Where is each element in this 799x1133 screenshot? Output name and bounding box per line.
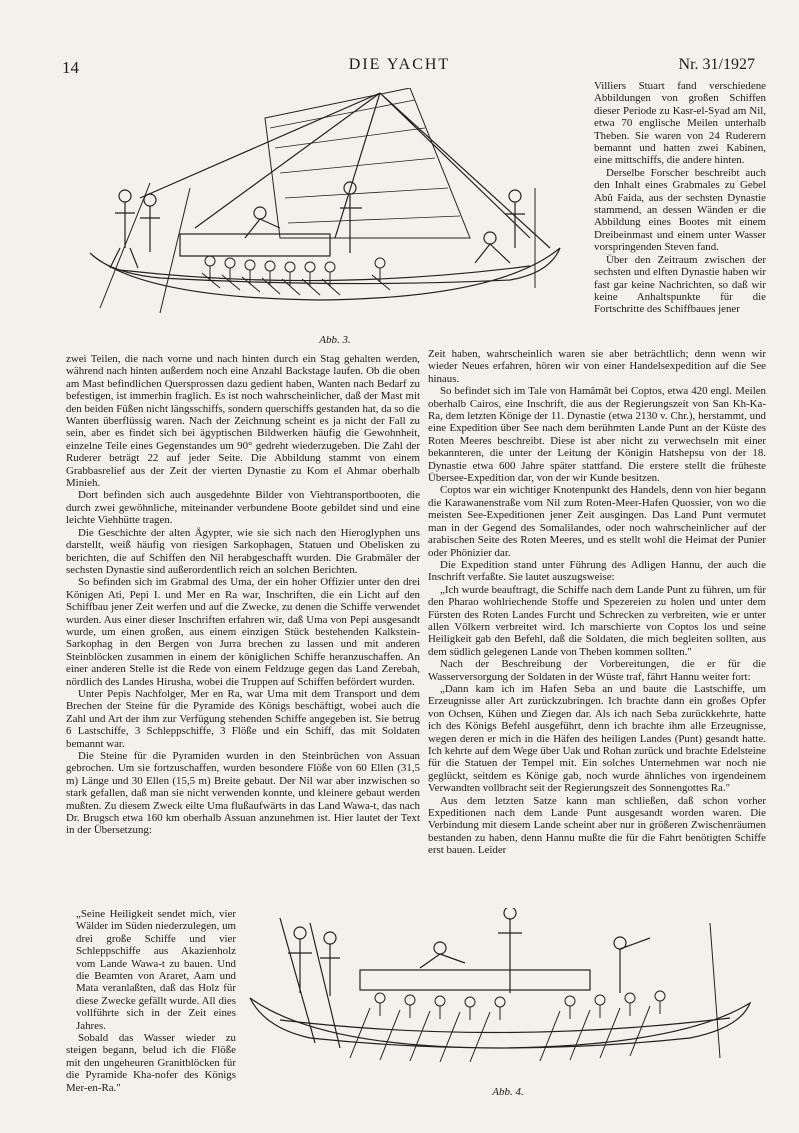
quote-paragraph: „Seine Heiligkeit sendet mich, vier Wälder im Süden niederzulegen, um drei große Schiffe und vier Schleppschiffe aus Akazienholz vom Lande Wawa-t zu bauen. Und die Beamten von Araret, Aam und Mata veranlaßten, daß das Holz für diese Zwecke gefällt wurde. All dies vollführte sich in der Zeit eines Jahres.: [76, 908, 236, 1032]
issue-number: Nr. 31/1927: [678, 56, 755, 73]
paragraph: So befindet sich im Tale von Hamâmât bei Coptos, etwa 420 engl. Meilen oberhalb Cairos, eine Inschrift, die aus der Regierungszeit von San Kh-Ka-Ra, dem letzten Könige der 11. Dynastie (etwa 2130 v. Chr.), herstammt, und eine Expedition über See nach dem berühmten Lande Punt an der Küste des Roten Meeres beschreibt. Diese ist aber nicht zu verwechseln mit einer bekannteren, die unter der Leitung der Königin Hatshepsu von der 18. Dynastie etwa 600 Jahre später stattfand. Die erstere stellt die früheste Übersee-Expedition dar, von der wir Kunde besitzen.: [428, 385, 766, 485]
figure-3-caption: Abb. 3.: [319, 334, 351, 346]
paragraph: zwei Teilen, die nach vorne und nach hinten durch ein Stag gehalten werden, während nach hinten außerdem noch eine Anzahl Backstage laufen. Ob die oben am Mast befindlichen Quersprossen dazu gedient haben, Wanten nach Bedarf zu befestigen, ist immerhin fraglich. Es ist noch wahrscheinlicher, daß der Mast mit den beiden Füßen nicht längsschiffs, sondern querschiffs gestanden hat, da so die Wanten überflüssig waren. Nach der Zeichnung scheint es ja nicht der Fall zu sein, aber es findet sich bei ägyptischen Bildwerken häufig die Gewohnheit, einzelne Teile eines Gegenstandes um 90° gedreht wiederzugeben. Die Zahl der Ruderer beträgt 22 auf jeder Seite. Die Abbildung stammt von einem Grabbasrelief aus der Zeit der vierten Dynastie zu Kom el Ahmar oberhalb Minieh.: [66, 353, 420, 490]
paragraph: Aus dem letzten Satze kann man schließen, daß schon vorher Expeditionen nach dem Lande Punt ausgesandt worden waren. Die Verbindung mit diesem Lande scheint aber nur in größeren Zwischenräumen bestanden zu haben, denn Hannu mußte die für die Fahrt benötigten Schiffe erst bauen. Leider: [428, 794, 766, 857]
figure-4: [240, 908, 760, 1108]
paragraph: Über den Zeitraum zwischen der sechsten und elften Dynastie haben wir fast gar keine Nachrichten, so daß wir keine Anhaltspunkte für die Fortschritte des Schiffbaues jener: [594, 253, 766, 316]
figure-4-caption: Abb. 4.: [492, 1086, 524, 1098]
figure-3: [80, 88, 590, 350]
paragraph: Unter Pepis Nachfolger, Mer en Ra, war Uma mit dem Transport und dem Brechen der Steine für die Pyramide des Königs beschäftigt, wobei auch die Zahl und Art der ihm zur Verfügung stehenden Schiffe angegeben ist. Sie betrug 6 Lastschiffe, 3 Schleppschiffe, 3 Flöße und ein Schiff, das mit Soldaten bemannt war.: [66, 687, 420, 750]
left-column-text: [66, 353, 420, 837]
paragraph: „Ich wurde beauftragt, die Schiffe nach dem Lande Punt zu führen, um für den Pharao wohlriechende Stoffe und Spezereien zu holen und unter dem Fürsten des Roten Landes Furcht und Schrecken zu verbreiten, wie er unter allen Völkern verbreitet wird. Ich marschierte von Coptos los und seine Heiligkeit gab den Befehl, daß die Soldaten, die mich begleiten sollten, aus dem südlich gelegenen Lande von Theben kommen sollten.": [428, 583, 766, 658]
left-bottom-text: [66, 908, 236, 1094]
right-top-text: [594, 80, 766, 316]
paragraph: Coptos war ein wichtiger Knotenpunkt des Handels, denn von hier begann die Karawanenstraße vom Nil zum Roten-Meer-Hafen Quossier, von wo die meisten See-Expeditionen jener Zeit ausgingen. Das Land Punt vermutet man in der Gegend des Somalilandes, oder noch wahrscheinlicher auf der arabischen Seite des Roten Meeres, und es stellt wohl die Heimat der Punier oder Phönizier dar.: [428, 484, 766, 559]
figure-4-drawing: [240, 908, 760, 1078]
paragraph: So befinden sich im Grabmal des Uma, der ein hoher Offizier unter den drei Königen Ati, Pepi I. und Mer en Ra war, Inschriften, die ein Licht auf den Schiffbau jener Zeit werfen und auf die Zwecke, zu denen die Schiffe verwendet wurden. Aus einer dieser Inschriften erfahren wir, daß Uma von Pepi ausgesandt wurde, um einen großen, aus einem einzigen Stück bestehenden Kalkstein-Sarkophag in den Bergen von Jurra brechen zu lassen und mit anderen Steinblöcken zusammen in einem der königlichen Schiffe heranzuschaffen. An einer anderen Stelle ist die Rede von einem Feldzuge gegen das Land Zerebah, nördlich des Landes Hirusha, wobei die Truppen auf Schiffen befördert wurden.: [66, 576, 420, 688]
paragraph: Sobald das Wasser wieder zu steigen begann, belud ich die Flöße mit den ungeheuren Granitblöcken für die Pyramide Kha-nofer des Königs Mer-en-Ra.": [66, 1032, 236, 1094]
paragraph: Nach der Beschreibung der Vorbereitungen, die er für die Wasserversorgung der Soldaten in der Wüste traf, fährt Hannu weiter fort:: [428, 658, 766, 683]
figure-3-drawing: [80, 88, 590, 333]
paragraph: Zeit haben, wahrscheinlich waren sie aber beträchtlich; denn wenn wir wieder Neues erfahren, hören wir von einer Handelsexpedition auf die See hinaus.: [428, 348, 766, 385]
paragraph: Villiers Stuart fand verschiedene Abbildungen von großen Schiffen dieser Periode zu Kasr-el-Syad am Nil, etwa 70 englische Meilen unterhalb Theben. Sie waren von 24 Ruderern bemannt und hatten zwei Kabinen, eine mittschiffs, die andere hinten.: [594, 80, 766, 167]
journal-title: DIE YACHT: [348, 56, 451, 73]
paragraph: „Dann kam ich im Hafen Seba an und baute die Lastschiffe, um Erzeugnisse aller Art zurückzubringen. Ich brachte dann ein großes Opfer von Ochsen, Kühen und Ziegen dar. Als ich nach Seba zurückkehrte, hatte ich des Königs Befehl ausgeführt, denn ich brachte ihm alle Erzeugnisse, wegen deren er mich in die Häfen des heiligen Landes (Punt) gesandt hatte. Ich kehrte auf dem Wege über Uak und Rohan zurück und brachte Edelsteine für die Statuen der Tempel mit. Ein solches Unternehmen war noch nie geglückt, seitdem es Könige gab, noch wurde ähnliches von irgendeinem Verwandten vollbracht seit der Regierungszeit des Sonnengottes Ra.": [428, 682, 766, 795]
paragraph: Die Steine für die Pyramiden wurden in den Steinbrüchen von Assuan gebrochen. Um sie fortzuschaffen, wurden besondere Flöße von 60 Ellen (31,5 m) Länge und 30 Ellen (15,5 m) Breite gebaut. Der Nil war aber inzwischen so stark gefallen, daß man sie nicht verwenden konnte, und kleinere gebaut werden mußten. Zu diesem Zweck eilte Uma flußaufwärts in das Land Wawa-t, das nach Dr. Brugsch etwa 160 km oberhalb Assuan anzunehmen ist. Hier lautet der Text in der Übersetzung:: [66, 750, 420, 837]
paragraph: Die Geschichte der alten Ägypter, wie sie sich nach den Hieroglyphen uns darstellt, weiß häufig von riesigen Sarkophagen, Statuen und Obelisken zu berichten, die auf Schiffen den Nil herabgeschafft wurden. Die Grabmäler der sechsten Dynastie sind außerordentlich reich an solchen Berichten.: [66, 526, 420, 576]
paragraph: Die Expedition stand unter Führung des Adligen Hannu, der auch die Inschrift verfaßte. Sie lautet auszugsweise:: [428, 558, 766, 584]
paragraph: Dort befinden sich auch ausgedehnte Bilder von Viehtransportbooten, die durch zwei gewöhnliche, miteinander verbundene Boote gebildet sind und eine leichte Viehhütte tragen.: [66, 489, 420, 527]
page-number: 14: [62, 58, 79, 77]
paragraph: Derselbe Forscher beschreibt auch den Inhalt eines Grabmales zu Gebel Abû Faida, aus der sechsten Dynastie stammend, an dessen Wänden er die Abbildung eines Bootes mit einem Dreibeinmast und einem unter Wasser vorspringenden Steven fand.: [594, 166, 766, 254]
right-column-text: [428, 348, 766, 857]
